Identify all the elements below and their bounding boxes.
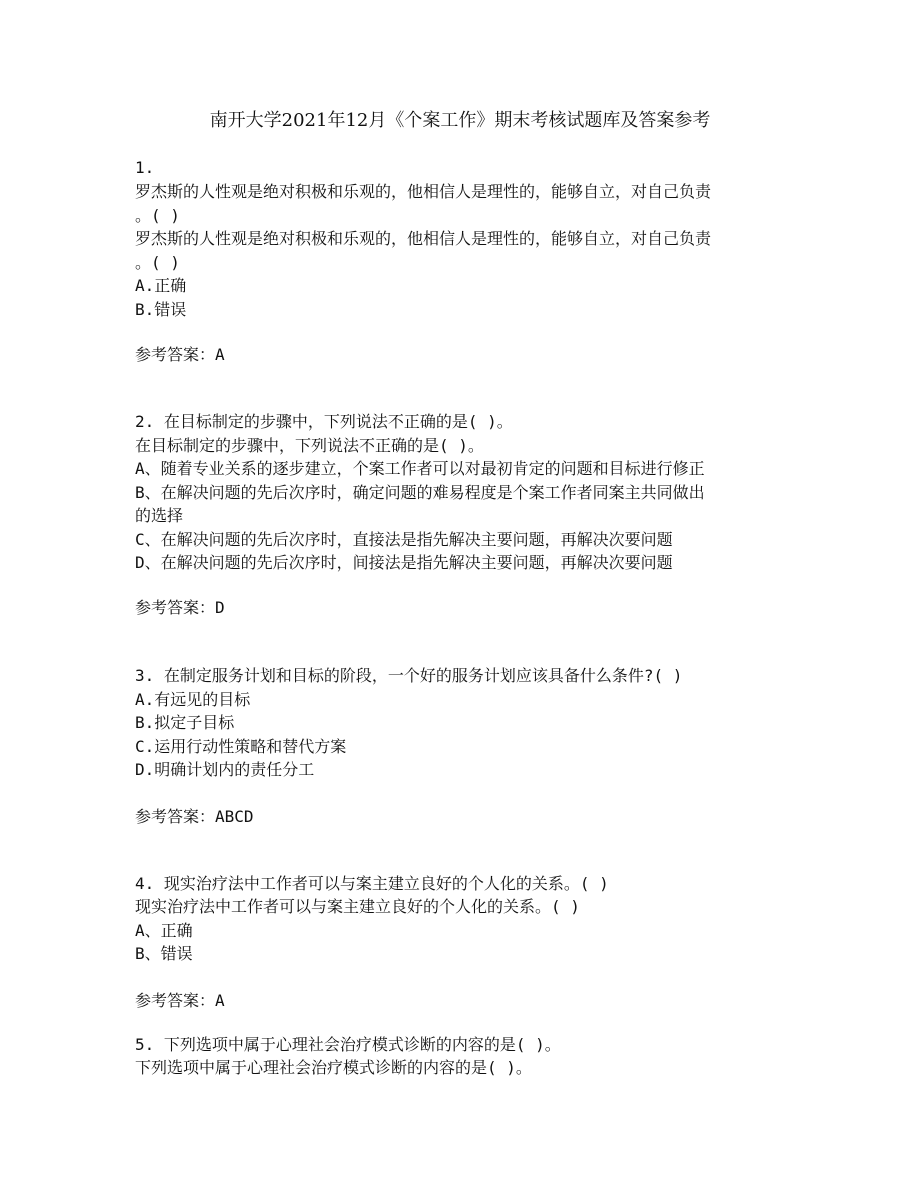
q1-option-b: B.错误 [135, 300, 187, 319]
q2-option-d: D、在解决问题的先后次序时，间接法是指先解决主要问题，再解决次要问题 [135, 553, 673, 572]
q1-text-repeat-cont: 。( ) [135, 253, 180, 272]
q3-option-b: B.拟定子目标 [135, 713, 235, 732]
q3-answer: 参考答案：ABCD [135, 807, 254, 826]
q1-number: 1. [135, 158, 155, 177]
q1-option-a: A.正确 [135, 276, 187, 295]
q3-option-d: D.明确计划内的责任分工 [135, 760, 315, 779]
q4-text: 4. 现实治疗法中工作者可以与案主建立良好的个人化的关系。( ) [135, 874, 609, 893]
q1-text-repeat: 罗杰斯的人性观是绝对积极和乐观的，他相信人是理性的，能够自立，对自己负责 [135, 229, 712, 248]
q2-option-c: C、在解决问题的先后次序时，直接法是指先解决主要问题，再解决次要问题 [135, 530, 673, 549]
q4-answer: 参考答案：A [135, 991, 225, 1010]
q3-option-a: A.有远见的目标 [135, 690, 251, 709]
q1-text: 罗杰斯的人性观是绝对积极和乐观的，他相信人是理性的，能够自立，对自己负责 [135, 182, 712, 201]
q1-answer: 参考答案：A [135, 345, 225, 364]
q2-text-repeat: 在目标制定的步骤中，下列说法不正确的是( )。 [135, 436, 484, 455]
q4-option-b: B、错误 [135, 944, 193, 963]
q4-text-repeat: 现实治疗法中工作者可以与案主建立良好的个人化的关系。( ) [135, 897, 580, 916]
document-title: 南开大学2021年12月《个案工作》期末考核试题库及答案参考 [209, 110, 711, 131]
q2-option-b-cont: 的选择 [135, 506, 184, 525]
q5-text: 5. 下列选项中属于心理社会治疗模式诊断的内容的是( )。 [135, 1035, 561, 1054]
q5-text-repeat: 下列选项中属于心理社会治疗模式诊断的内容的是( )。 [135, 1058, 532, 1077]
q3-option-c: C.运用行动性策略和替代方案 [135, 737, 347, 756]
q2-option-a: A、随着专业关系的逐步建立，个案工作者可以对最初肯定的问题和目标进行修正 [135, 459, 705, 478]
q2-option-b: B、在解决问题的先后次序时，确定问题的难易程度是个案工作者同案主共同做出 [135, 483, 705, 502]
q1-text-cont: 。( ) [135, 206, 180, 225]
q4-option-a: A、正确 [135, 921, 193, 940]
q2-answer: 参考答案：D [135, 598, 225, 617]
q2-text: 2. 在目标制定的步骤中，下列说法不正确的是( )。 [135, 412, 513, 431]
q3-text: 3. 在制定服务计划和目标的阶段，一个好的服务计划应该具备什么条件?( ) [135, 666, 683, 685]
